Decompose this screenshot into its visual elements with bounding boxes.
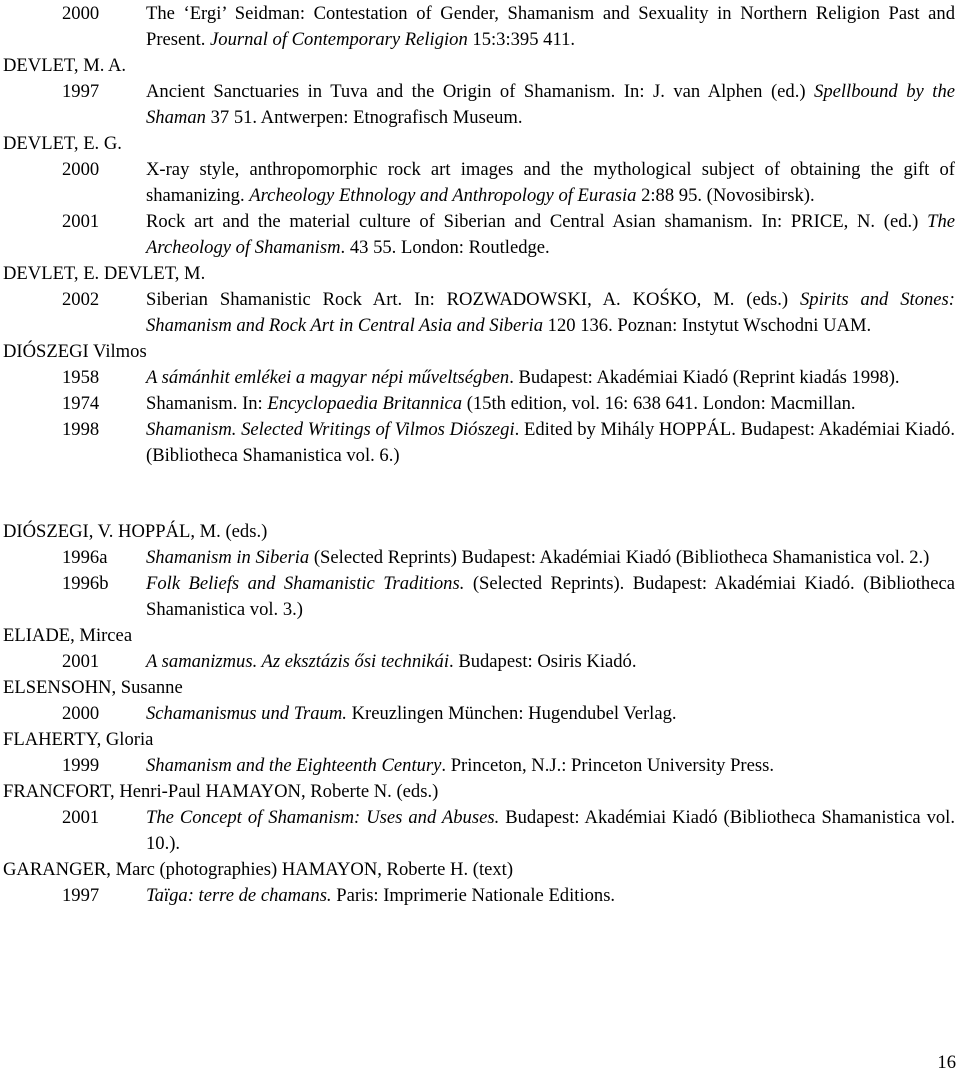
reference-text	[146, 287, 955, 339]
reference-year: 1958	[62, 367, 100, 388]
reference-year: 1997	[62, 885, 100, 906]
page-number: 16	[937, 1052, 956, 1073]
reference-plain-text: Paris: Imprimerie Nationale Editions.	[331, 885, 616, 906]
reference-year: 1996b	[62, 573, 109, 594]
reference-year: 2000	[62, 3, 100, 24]
reference-text	[146, 545, 955, 571]
reference-plain-text: . Edited by Mihály HOPPÁL. Budapest: Akadémiai Kiadó. (Bibliotheca Shamanistica vol. 6.)	[146, 419, 955, 466]
reference-text	[146, 79, 955, 131]
reference-title: Archeology Ethnology and Anthropology of Eurasia	[249, 185, 637, 206]
reference-plain-text: 120 136. Poznan: Instytut Wschodni UAM.	[543, 315, 872, 336]
reference-plain-text: (Selected Reprints). Budapest: Akadémiai Kiadó. (Bibliotheca Shamanistica vol. 3.)	[146, 573, 955, 620]
reference-entry	[3, 365, 955, 391]
reference-text	[146, 805, 955, 857]
reference-title: Spellbound by the Shaman	[146, 81, 955, 128]
reference-text	[146, 1, 955, 53]
reference-plain-text: 37 51. Antwerpen: Etnografisch Museum.	[205, 107, 523, 128]
reference-plain-text: 15:3:395 411.	[467, 29, 576, 50]
reference-plain-text: . 43 55. London: Routledge.	[340, 237, 550, 258]
reference-plain-text: . Princeton, N.J.: Princeton University Press.	[441, 755, 774, 776]
reference-text	[146, 417, 955, 469]
reference-text	[146, 391, 955, 417]
reference-entry	[3, 1, 955, 53]
reference-year: 2000	[62, 703, 100, 724]
reference-plain-text: X-ray style, anthropomorphic rock art images and the mythological subject of obtaining the gift of shamanizing.	[146, 159, 955, 206]
reference-title: A sámánhit emlékei a magyar népi műveltségben	[146, 367, 510, 388]
reference-year: 1997	[62, 81, 100, 102]
author-heading: FLAHERTY, Gloria	[3, 729, 154, 750]
reference-title: Shamanism and the Eighteenth Century	[146, 755, 442, 776]
reference-text	[146, 883, 955, 909]
reference-entry	[3, 417, 955, 469]
reference-entry	[3, 571, 955, 623]
reference-year: 2001	[62, 807, 100, 828]
reference-year: 2001	[62, 651, 100, 672]
reference-title: The Concept of Shamanism: Uses and Abuses.	[146, 807, 500, 828]
reference-text	[146, 701, 955, 727]
author-heading: DEVLET, E. G.	[3, 133, 122, 154]
reference-entry	[3, 701, 955, 727]
reference-title: Encyclopaedia Britannica	[267, 393, 463, 414]
reference-entry	[3, 649, 955, 675]
reference-year: 1998	[62, 419, 100, 440]
author-heading: DIÓSZEGI, V. HOPPÁL, M. (eds.)	[3, 521, 268, 542]
reference-year: 1999	[62, 755, 100, 776]
reference-plain-text: Budapest: Akadémiai Kiadó (Bibliotheca Shamanistica vol. 10.).	[146, 807, 955, 854]
reference-plain-text: . Budapest: Akadémiai Kiadó (Reprint kiadás 1998).	[509, 367, 900, 388]
reference-text	[146, 571, 955, 623]
reference-title: Taïga: terre de chamans.	[146, 885, 332, 906]
reference-year: 2000	[62, 159, 100, 180]
reference-plain-text: Kreuzlingen München: Hugendubel Verlag.	[346, 703, 677, 724]
reference-title: Spirits and Stones: Shamanism and Rock Art in Central Asia and Siberia	[146, 289, 955, 336]
author-heading: ELSENSOHN, Susanne	[3, 677, 183, 698]
reference-entry	[3, 545, 955, 571]
reference-entry	[3, 805, 955, 857]
author-heading: DEVLET, E. DEVLET, M.	[3, 263, 206, 284]
reference-entry	[3, 883, 955, 909]
reference-entry	[3, 753, 955, 779]
reference-text	[146, 209, 955, 261]
reference-entry	[3, 157, 955, 209]
reference-year: 2002	[62, 289, 100, 310]
reference-title: Shamanism in Siberia	[146, 547, 310, 568]
author-heading: DIÓSZEGI Vilmos	[3, 341, 147, 362]
reference-text	[146, 157, 955, 209]
author-heading: FRANCFORT, Henri-Paul HAMAYON, Roberte N. (eds.)	[3, 781, 439, 802]
reference-plain-text: (Selected Reprints) Budapest: Akadémiai Kiadó (Bibliotheca Shamanistica vol. 2.)	[309, 547, 930, 568]
reference-title: Shamanism. Selected Writings of Vilmos Diószegi	[146, 419, 515, 440]
reference-year: 1974	[62, 393, 100, 414]
bibliography-page	[3, 1, 955, 909]
reference-text	[146, 753, 955, 779]
reference-entry	[3, 79, 955, 131]
reference-entry	[3, 209, 955, 261]
reference-text	[146, 649, 955, 675]
reference-title: Journal of Contemporary Religion	[210, 29, 468, 50]
reference-title: Schamanismus und Traum.	[146, 703, 347, 724]
reference-plain-text: 2:88 95. (Novosibirsk).	[636, 185, 815, 206]
reference-year: 1996a	[62, 547, 108, 568]
reference-entry	[3, 391, 955, 417]
reference-plain-text: Rock art and the material culture of Siberian and Central Asian shamanism. In: PRICE, N. (ed.)	[146, 211, 928, 232]
reference-plain-text: (15th edition, vol. 16: 638 641. London: Macmillan.	[462, 393, 856, 414]
reference-entry	[3, 287, 955, 339]
reference-title: The Archeology of Shamanism	[146, 211, 955, 258]
reference-title: A samanizmus. Az eksztázis ősi technikái	[146, 651, 450, 672]
reference-plain-text: . Budapest: Osiris Kiadó.	[449, 651, 637, 672]
section-gap	[3, 469, 955, 519]
reference-plain-text: Shamanism. In:	[146, 393, 268, 414]
reference-plain-text: Siberian Shamanistic Rock Art. In: ROZWADOWSKI, A. KOŚKO, M. (eds.)	[146, 289, 800, 310]
reference-title: Folk Beliefs and Shamanistic Traditions.	[146, 573, 465, 594]
author-heading: ELIADE, Mircea	[3, 625, 133, 646]
reference-plain-text: The ‘Ergi’ Seidman: Contestation of Gender, Shamanism and Sexuality in Northern Religion Past and Present.	[146, 3, 955, 50]
reference-plain-text: Ancient Sanctuaries in Tuva and the Origin of Shamanism. In: J. van Alphen (ed.)	[146, 81, 815, 102]
reference-text	[146, 365, 955, 391]
author-heading: DEVLET, M. A.	[3, 55, 127, 76]
author-heading: GARANGER, Marc (photographies) HAMAYON, Roberte H. (text)	[3, 859, 514, 880]
reference-year: 2001	[62, 211, 100, 232]
